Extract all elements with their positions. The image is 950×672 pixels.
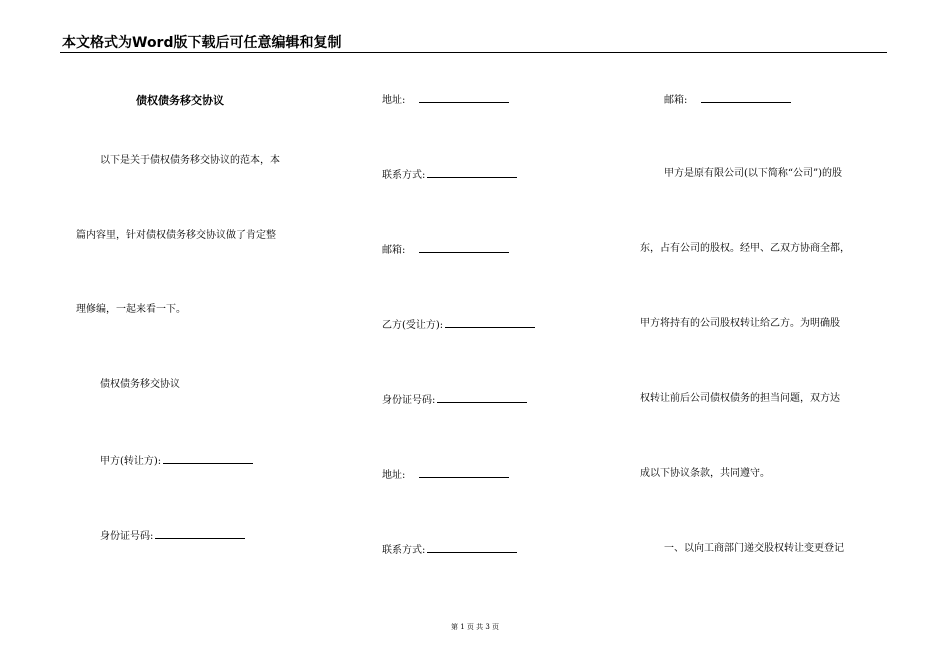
body-line-2: 东，占有公司的股权。经甲、乙双方协商全都，	[640, 243, 850, 254]
party-b-field	[382, 317, 535, 333]
body-line-5: 成以下协议条款，共同遵守。	[640, 468, 770, 479]
party-b-id-blank	[437, 392, 527, 403]
document-header-title: 本文格式为Word版下载后可任意编辑和复制	[62, 35, 342, 51]
party-b-label: 乙方(受让方):	[382, 320, 444, 331]
column-1	[62, 0, 332, 672]
party-a-blank	[163, 453, 253, 464]
intro-line-3: 理修编，一起来看一下。	[76, 304, 186, 315]
party-b-contact-blank	[427, 542, 517, 553]
party-b-address-label: 地址:	[382, 470, 406, 481]
page-number: 第 1 页 共 3 页	[450, 623, 500, 631]
party-a-mail-label: 邮箱:	[382, 245, 406, 256]
party-a-id-field	[100, 528, 245, 544]
party-a-contact-blank	[427, 167, 517, 178]
party-a-contact-field	[382, 167, 517, 183]
party-b-mail-blank	[701, 92, 791, 103]
party-b-id-field	[382, 392, 527, 408]
party-a-mail-field	[382, 242, 509, 258]
party-a-contact-label: 联系方式:	[382, 170, 426, 181]
body-line-1: 甲方是原有限公司(以下简称“公司”)的股	[664, 168, 843, 179]
party-b-mail-field	[664, 92, 791, 108]
body-line-3: 甲方将持有的公司股权转让给乙方。为明确股	[640, 318, 840, 329]
party-a-mail-blank	[419, 242, 509, 253]
party-a-id-blank	[155, 528, 245, 539]
intro-line-2: 篇内容里，针对债权债务移交协议做了肯定整	[76, 230, 276, 241]
party-b-id-label: 身份证号码:	[382, 395, 436, 406]
party-b-blank	[445, 317, 535, 328]
party-b-contact-field	[382, 542, 517, 558]
party-a-field	[100, 453, 253, 469]
body-line-4: 权转让前后公司债权债务的担当问题，双方达	[640, 393, 840, 404]
agreement-subtitle: 债权债务移交协议	[100, 379, 180, 390]
column-3	[640, 0, 890, 672]
party-b-contact-label: 联系方式:	[382, 545, 426, 556]
intro-line-1: 以下是关于债权债务移交协议的范本，本	[100, 155, 280, 166]
clause-1-line: 一、以向工商部门递交股权转让变更登记	[664, 543, 844, 554]
party-a-address-field	[382, 92, 509, 108]
party-b-address-blank	[419, 467, 509, 478]
party-a-address-blank	[419, 92, 509, 103]
party-a-id-label: 身份证号码:	[100, 531, 154, 542]
party-a-label: 甲方(转让方):	[100, 456, 162, 467]
column-2	[382, 0, 622, 672]
document-title: 债权债务移交协议	[136, 94, 224, 107]
party-b-mail-label: 邮箱:	[664, 95, 688, 106]
party-a-address-label: 地址:	[382, 95, 406, 106]
party-b-address-field	[382, 467, 509, 483]
